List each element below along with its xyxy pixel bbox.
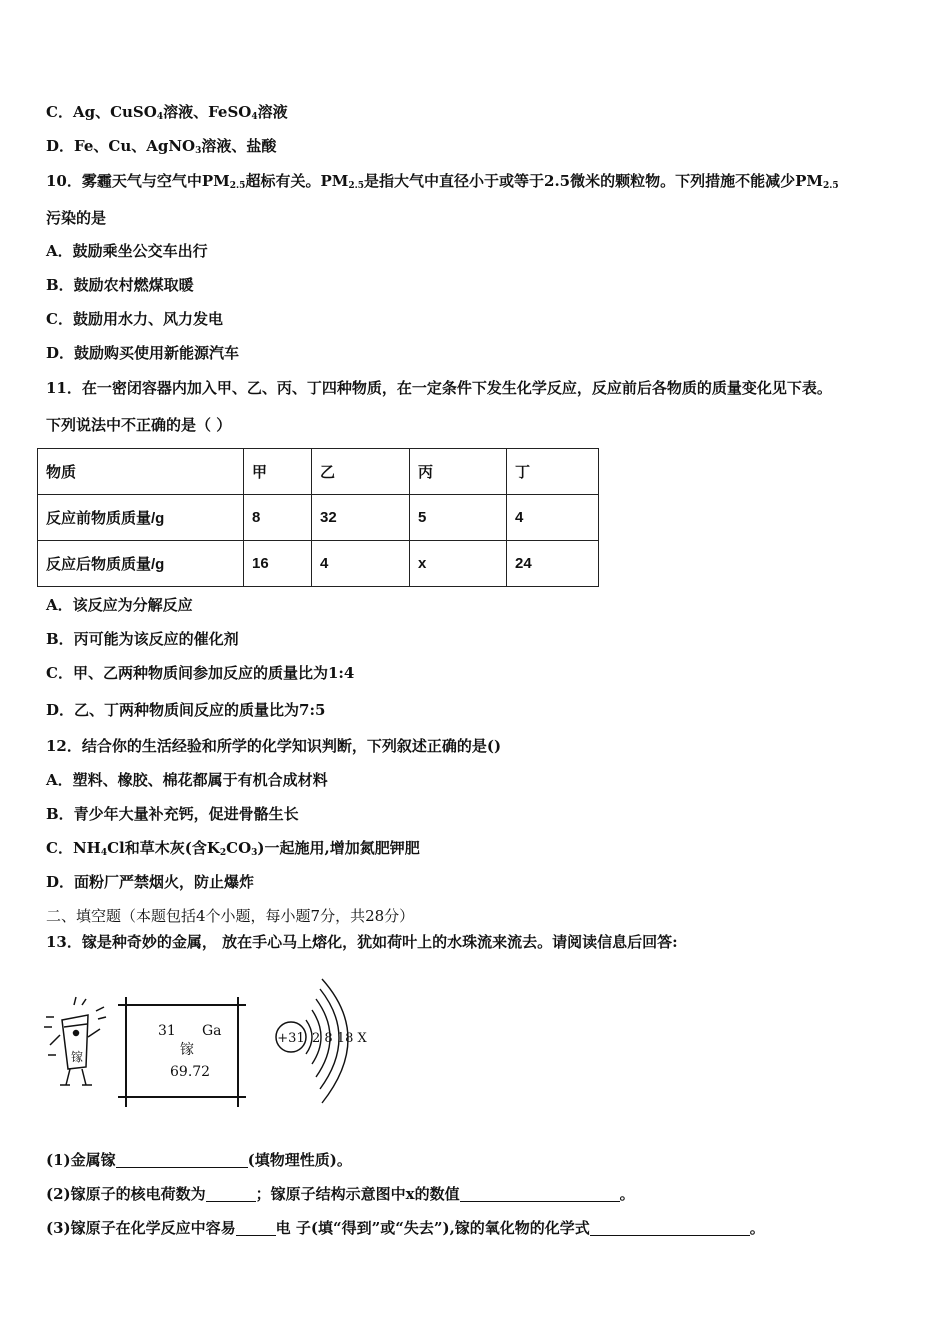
q13-part2: (2)镓原子的核电荷数为 ；镓原子结构示意图中x的数值 。 [46, 1185, 635, 1203]
q9-option-d: D．Fe、Cu、AgNO$_3$溶液、盐酸 [46, 137, 277, 156]
element-symbol: Ga [202, 1023, 222, 1039]
q10-option-c: C．鼓励用水力、风力发电 [46, 310, 223, 328]
q10-option-a: A．鼓励乘坐公交车出行 [46, 242, 208, 260]
q13-part3: (3)镓原子在化学反应中容易 电 子(填“得到”或“失去”),镓的氧化物的化学式 。 [46, 1219, 765, 1237]
table-cell: 4 [312, 541, 410, 587]
shell-electrons: 2 8 18 X [312, 1031, 367, 1046]
mass-change-table [37, 448, 599, 587]
table-cell: 丁 [507, 449, 599, 495]
q12-stem: 12．结合你的生活经验和所学的化学知识判断，下列叙述正确的是() [46, 737, 502, 755]
table-cell: 32 [312, 495, 410, 541]
answer-blank[interactable] [206, 1186, 256, 1202]
q12-option-d: D．面粉厂严禁烟火，防止爆炸 [46, 873, 255, 891]
table-cell: 反应后物质质量/g [38, 541, 244, 587]
nucleus-charge: +31 [277, 1031, 305, 1046]
q10-option-d: D．鼓励购买使用新能源汽车 [46, 344, 240, 362]
table-cell: 乙 [312, 449, 410, 495]
table-row [38, 495, 599, 541]
table-row [38, 541, 599, 587]
answer-blank[interactable] [236, 1220, 276, 1236]
q12-option-a: A．塑料、橡胶、棉花都属于有机合成材料 [46, 771, 328, 789]
answer-blank[interactable] [460, 1186, 620, 1202]
table-cell: 物质 [38, 449, 244, 495]
table-cell: 16 [244, 541, 312, 587]
table-cell: 4 [507, 495, 599, 541]
q11-stem-line2: 下列说法中不正确的是（ ） [46, 416, 232, 434]
table-cell: 24 [507, 541, 599, 587]
gallium-cup-icon [44, 997, 106, 1085]
table-cell: x [410, 541, 507, 587]
q11-option-d: D．乙、丁两种物质间反应的质量比为7:5 [46, 701, 326, 719]
q10-option-b: B．鼓励农村燃煤取暖 [46, 276, 194, 294]
gallium-info-figure [40, 975, 385, 1115]
cup-label: 镓 [70, 1050, 84, 1064]
q10-stem-line2: 污染的是 [46, 209, 107, 227]
q13-stem: 13．镓是种奇妙的金属， 放在手心马上熔化，犹如荷叶上的水珠流来流去。请阅读信息后回答: [46, 933, 678, 951]
answer-blank[interactable] [116, 1152, 248, 1168]
element-name: 镓 [180, 1042, 194, 1058]
section-heading: 二、填空题（本题包括4个小题，每小题7分，共28分） [46, 907, 415, 925]
q12-option-b: B．青少年大量补充钙，促进骨骼生长 [46, 805, 299, 823]
atomic-mass: 69.72 [170, 1064, 211, 1080]
table-cell: 丙 [410, 449, 507, 495]
q11-option-b: B．丙可能为该反应的催化剂 [46, 630, 239, 648]
q11-stem-line1: 11．在一密闭容器内加入甲、乙、丙、丁四种物质，在一定条件下发生化学反应，反应前后各物质的质量变化见下表。 [46, 379, 832, 397]
table-cell: 甲 [244, 449, 312, 495]
table-cell: 8 [244, 495, 312, 541]
q10-stem-line1: 10．雾霾天气与空气中$PM_{2.5}$超标有关。$PM_{2.5}$是指大气中直径小于或等于2.5微米的颗粒物。下列措施不能减少$PM_{2.5}$ [46, 172, 839, 191]
answer-blank[interactable] [590, 1220, 750, 1236]
table-cell: 5 [410, 495, 507, 541]
q9-option-c: C．Ag、CuSO$_4$溶液、FeSO$_4$溶液 [46, 103, 288, 122]
table-cell: 反应前物质质量/g [38, 495, 244, 541]
q11-option-c: C．甲、乙两种物质间参加反应的质量比为1:4 [46, 664, 355, 682]
q11-option-a: A．该反应为分解反应 [46, 596, 193, 614]
table-header-row [38, 449, 599, 495]
q12-option-c: C．$NH_4Cl$和草木灰(含$K_2CO_3$)一起施用,增加氮肥钾肥 [46, 839, 420, 858]
q13-part1: (1)金属镓 (填物理性质)。 [46, 1151, 352, 1169]
atomic-number: 31 [158, 1023, 176, 1039]
